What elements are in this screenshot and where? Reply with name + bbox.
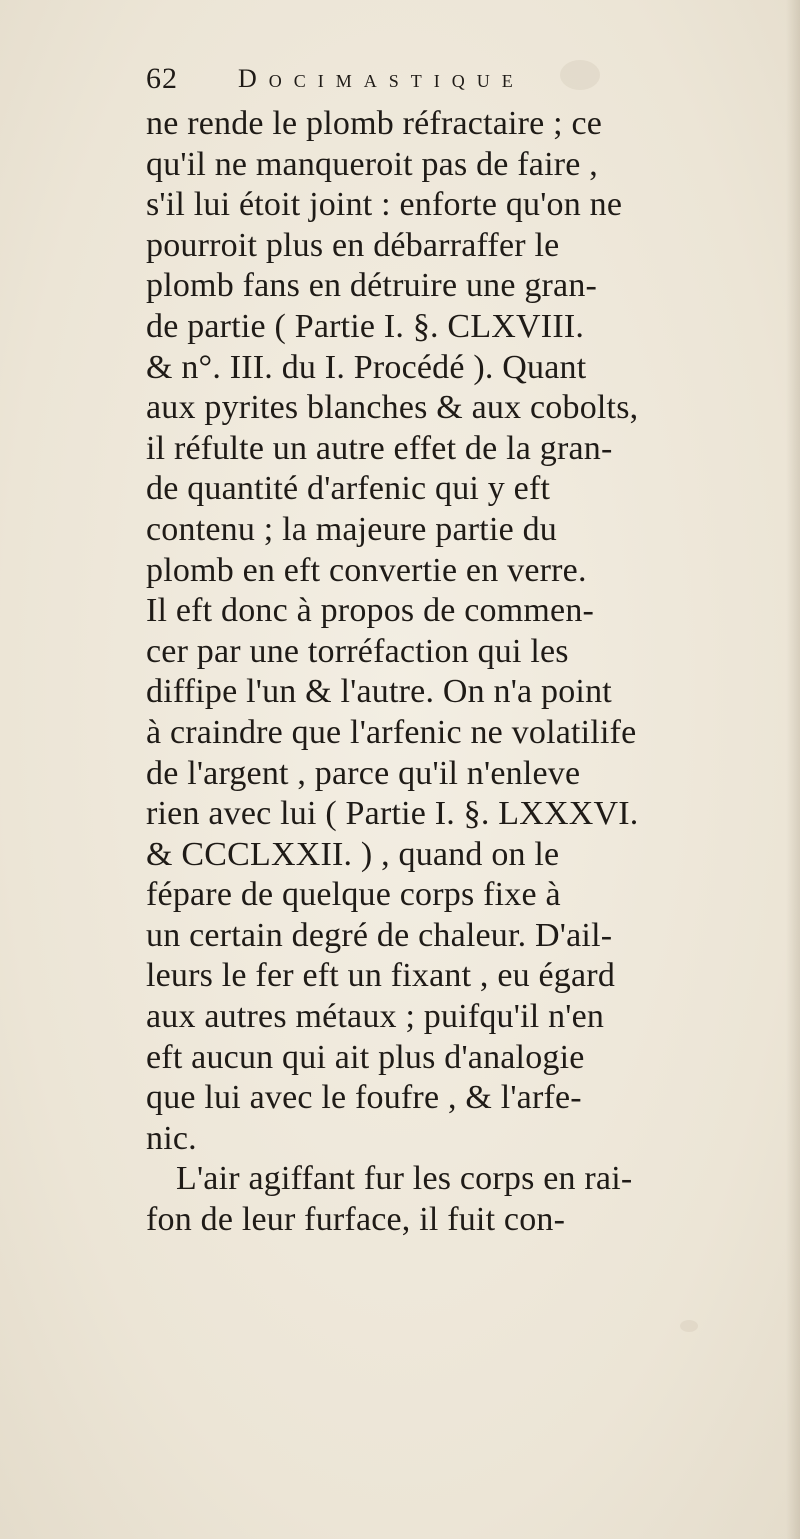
- text-line: à craindre que l'arfenic ne volatilife: [146, 713, 637, 751]
- text-line: de l'argent , parce qu'il n'enleve: [146, 754, 581, 792]
- text-line: eft aucun qui ait plus d'analogie: [146, 1038, 585, 1076]
- page-edge-shadow: [786, 0, 800, 1539]
- text-line: de quantité d'arfenic qui y eft: [146, 470, 551, 508]
- page-header: [146, 62, 746, 110]
- text-line: contenu ; la majeure partie du: [146, 510, 557, 548]
- text-line: & CCCLXXII. ) , quand on le: [146, 835, 560, 873]
- text-line: cer par une torréfaction qui les: [146, 632, 569, 670]
- text-body: [146, 104, 786, 1241]
- text-line: fon de leur furface, il fuit con-: [146, 1201, 566, 1239]
- text-line: de partie ( Partie I. §. CLXVIII.: [146, 307, 585, 345]
- paragraph-first-line: L'air agiffant fur les corps en rai-: [176, 1160, 633, 1198]
- text-line: plomb fans en détruire une gran-: [146, 267, 598, 305]
- page-number: 62: [146, 62, 178, 95]
- text-line: aux pyrites blanches & aux cobolts,: [146, 389, 639, 427]
- running-title: Docimastique: [238, 64, 525, 93]
- text-line: qu'il ne manqueroit pas de faire ,: [146, 145, 598, 183]
- text-line: que lui avec le foufre , & l'arfe-: [146, 1079, 582, 1117]
- text-line: rien avec lui ( Partie I. §. LXXXVI.: [146, 795, 639, 833]
- text-line: & n°. III. du I. Procédé ). Quant: [146, 348, 587, 386]
- text-line: Il eft donc à propos de commen-: [146, 592, 595, 630]
- text-line: plomb en eft convertie en verre.: [146, 551, 587, 589]
- text-line: leurs le fer eft un fixant , eu égard: [146, 957, 616, 995]
- text-line: fépare de quelque corps fixe à: [146, 876, 561, 914]
- text-line: diffipe l'un & l'autre. On n'a point: [146, 673, 612, 711]
- text-line: nic.: [146, 1119, 197, 1157]
- text-line: aux autres métaux ; puifqu'il n'en: [146, 998, 605, 1036]
- text-line: pourroit plus en débarraffer le: [146, 226, 560, 264]
- text-line: s'il lui étoit joint : enforte qu'on ne: [146, 186, 623, 224]
- paper-stain: [680, 1320, 698, 1332]
- text-line: ne rende le plomb réfractaire ; ce: [146, 105, 603, 142]
- text-line: un certain degré de chaleur. D'ail-: [146, 916, 613, 954]
- text-line: il réfulte un autre effet de la gran-: [146, 429, 613, 467]
